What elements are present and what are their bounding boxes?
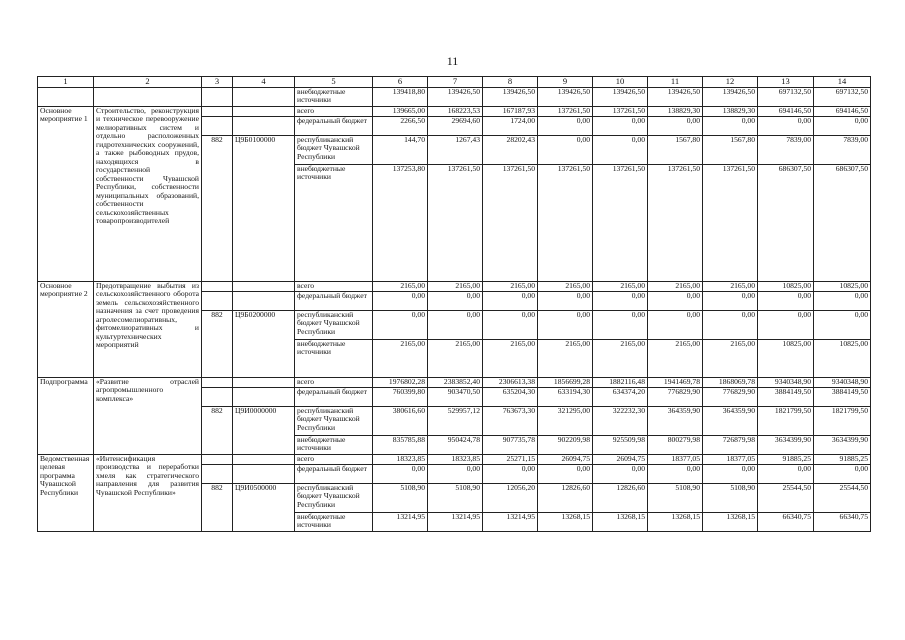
value-cell: 168223,53	[428, 106, 483, 116]
value-cell: 5108,90	[703, 483, 758, 512]
table-row	[38, 454, 871, 464]
value-cell: 0,00	[538, 310, 593, 339]
value-cell: 7839,00	[814, 135, 871, 164]
value-cell: 1941469,78	[648, 377, 703, 387]
target-article-code: Ц9И0000000	[233, 406, 295, 454]
value-cell: 2306613,38	[483, 377, 538, 387]
value-cell: 322232,30	[593, 406, 648, 435]
funding-source: внебюджетные источники	[295, 339, 373, 377]
value-cell: 0,00	[373, 291, 428, 310]
funding-source: республиканский бюджет Чувашской Республики	[295, 135, 373, 164]
value-cell: 686307,50	[814, 164, 871, 281]
value-cell: 907735,78	[483, 435, 538, 454]
value-cell: 18323,85	[373, 454, 428, 464]
value-cell: 0,00	[373, 464, 428, 483]
value-cell: 18377,05	[648, 454, 703, 464]
value-cell: 26094,75	[593, 454, 648, 464]
value-cell: 1856699,28	[538, 377, 593, 387]
value-cell: 91885,25	[758, 454, 814, 464]
value-cell: 137261,50	[703, 164, 758, 281]
value-cell: 2165,00	[483, 339, 538, 377]
funding-source: республиканский бюджет Чувашской Республики	[295, 310, 373, 339]
target-article-code: Ц9И0500000	[233, 483, 295, 531]
value-cell: 925509,98	[593, 435, 648, 454]
column-header-3: 3	[202, 77, 233, 88]
value-cell: 697132,50	[758, 87, 814, 106]
value-cell: 137261,50	[428, 164, 483, 281]
grbs-code: 882	[202, 406, 233, 454]
empty-cell	[202, 116, 233, 135]
empty-cell	[202, 377, 233, 387]
value-cell: 5108,90	[373, 483, 428, 512]
value-cell: 0,00	[428, 464, 483, 483]
value-cell: 0,00	[703, 116, 758, 135]
funding-source: федеральный бюджет	[295, 116, 373, 135]
funding-source: республиканский бюджет Чувашской Республики	[295, 483, 373, 512]
value-cell: 0,00	[648, 291, 703, 310]
value-cell: 139426,50	[428, 87, 483, 106]
empty-cell	[202, 87, 233, 106]
value-cell: 9340348,90	[758, 377, 814, 387]
empty-cell	[202, 281, 233, 291]
value-cell: 0,00	[483, 310, 538, 339]
funding-source: всего	[295, 281, 373, 291]
value-cell: 3634399,90	[814, 435, 871, 454]
value-cell: 529957,12	[428, 406, 483, 435]
value-cell: 950424,78	[428, 435, 483, 454]
funding-source: федеральный бюджет	[295, 464, 373, 483]
value-cell: 0,00	[428, 310, 483, 339]
column-header-14: 14	[814, 77, 871, 88]
value-cell: 1724,00	[483, 116, 538, 135]
value-cell: 91885,25	[814, 454, 871, 464]
funding-source: всего	[295, 377, 373, 387]
value-cell: 0,00	[648, 464, 703, 483]
funding-source: федеральный бюджет	[295, 291, 373, 310]
value-cell: 137261,50	[593, 164, 648, 281]
value-cell: 139426,50	[538, 87, 593, 106]
funding-source: республиканский бюджет Чувашской Республики	[295, 406, 373, 435]
column-header-12: 12	[703, 77, 758, 88]
item-type: Ведомственная целевая программа Чувашской Республики	[38, 454, 94, 531]
empty-cell	[202, 454, 233, 464]
funding-source: всего	[295, 106, 373, 116]
value-cell: 776829,90	[648, 387, 703, 406]
column-header-4: 4	[233, 77, 295, 88]
value-cell: 137253,80	[373, 164, 428, 281]
value-cell: 2165,00	[428, 339, 483, 377]
item-description: «Развитие отраслей агропромышленного комплекса»	[94, 377, 202, 454]
value-cell: 1567,80	[648, 135, 703, 164]
column-header-1: 1	[38, 77, 94, 88]
value-cell: 137261,50	[648, 164, 703, 281]
column-header-2: 2	[94, 77, 202, 88]
value-cell: 2165,00	[373, 339, 428, 377]
value-cell: 0,00	[538, 135, 593, 164]
funding-source: внебюджетные источники	[295, 87, 373, 106]
value-cell: 726879,98	[703, 435, 758, 454]
page-number: 11	[446, 54, 459, 68]
column-header-11: 11	[648, 77, 703, 88]
target-article-code: Ц9Б0200000	[233, 310, 295, 377]
value-cell: 0,00	[538, 116, 593, 135]
value-cell: 0,00	[593, 310, 648, 339]
value-cell: 2165,00	[593, 339, 648, 377]
value-cell: 18323,85	[428, 454, 483, 464]
value-cell: 0,00	[593, 464, 648, 483]
value-cell: 2165,00	[703, 281, 758, 291]
value-cell: 25544,50	[758, 483, 814, 512]
budget-table	[37, 76, 871, 532]
value-cell: 1868069,78	[703, 377, 758, 387]
funding-source: внебюджетные источники	[295, 164, 373, 281]
value-cell: 1821799,50	[814, 406, 871, 435]
value-cell: 138829,30	[648, 106, 703, 116]
value-cell: 2165,00	[538, 281, 593, 291]
empty-cell	[233, 106, 295, 116]
value-cell: 13268,15	[703, 512, 758, 531]
value-cell: 694146,50	[758, 106, 814, 116]
value-cell: 10825,00	[814, 339, 871, 377]
value-cell: 1821799,50	[758, 406, 814, 435]
table-row	[38, 377, 871, 387]
value-cell: 2165,00	[483, 281, 538, 291]
value-cell: 364359,90	[703, 406, 758, 435]
value-cell: 137261,50	[538, 164, 593, 281]
value-cell: 364359,90	[648, 406, 703, 435]
value-cell: 2165,00	[538, 339, 593, 377]
empty-cell	[233, 291, 295, 310]
value-cell: 0,00	[593, 291, 648, 310]
value-cell: 903470,50	[428, 387, 483, 406]
column-header-8: 8	[483, 77, 538, 88]
value-cell: 13214,95	[428, 512, 483, 531]
empty-cell	[202, 106, 233, 116]
empty-cell	[202, 387, 233, 406]
empty-cell	[94, 87, 202, 106]
value-cell: 0,00	[703, 464, 758, 483]
funding-source: внебюджетные источники	[295, 435, 373, 454]
value-cell: 139418,80	[373, 87, 428, 106]
item-type: Основное мероприятие 2	[38, 281, 94, 377]
item-description: Строительство, реконструкция и техническое перевооружение мелиоративных систем и отдельно расположенных гидротехнических сооружений, а также рыбоводных прудов, находящихся в государственной собственности Чувашской Республики, собственности муниципальных образований, собственности сельскохозяйственных товаропроизводителей	[94, 106, 202, 281]
value-cell: 835785,88	[373, 435, 428, 454]
value-cell: 0,00	[648, 310, 703, 339]
value-cell: 697132,50	[814, 87, 871, 106]
funding-source: внебюджетные источники	[295, 512, 373, 531]
value-cell: 25544,50	[814, 483, 871, 512]
value-cell: 138829,30	[703, 106, 758, 116]
value-cell: 902209,98	[538, 435, 593, 454]
value-cell: 0,00	[703, 310, 758, 339]
value-cell: 137261,50	[593, 106, 648, 116]
empty-cell	[202, 291, 233, 310]
empty-cell	[233, 281, 295, 291]
value-cell: 0,00	[814, 291, 871, 310]
value-cell: 13214,95	[483, 512, 538, 531]
item-type: Основное мероприятие 1	[38, 106, 94, 281]
value-cell: 13268,15	[593, 512, 648, 531]
value-cell: 10825,00	[814, 281, 871, 291]
value-cell: 13214,95	[373, 512, 428, 531]
header-row	[38, 77, 871, 88]
empty-cell	[233, 377, 295, 387]
value-cell: 139426,50	[593, 87, 648, 106]
value-cell: 633194,30	[538, 387, 593, 406]
value-cell: 10825,00	[758, 339, 814, 377]
value-cell: 10825,00	[758, 281, 814, 291]
table-row	[38, 87, 871, 106]
value-cell: 0,00	[758, 310, 814, 339]
value-cell: 380616,60	[373, 406, 428, 435]
value-cell: 66340,75	[758, 512, 814, 531]
value-cell: 3634399,90	[758, 435, 814, 454]
value-cell: 776829,90	[703, 387, 758, 406]
value-cell: 0,00	[814, 310, 871, 339]
grbs-code: 882	[202, 135, 233, 281]
item-description: «Интенсификация производства и переработки хмеля как стратегического направления для развития Чувашской Республики»	[94, 454, 202, 531]
target-article-code: Ц9Б0100000	[233, 135, 295, 281]
value-cell: 0,00	[483, 291, 538, 310]
value-cell: 760399,80	[373, 387, 428, 406]
empty-cell	[202, 464, 233, 483]
funding-source: федеральный бюджет	[295, 387, 373, 406]
value-cell: 0,00	[758, 291, 814, 310]
empty-cell	[233, 116, 295, 135]
value-cell: 0,00	[814, 464, 871, 483]
item-description: Предотвращение выбытия из сельскохозяйственного оборота земель сельскохозяйственного назначения за счет проведения агролесомелиоративных, фитомелиоративных и культуртехнических мероприятий	[94, 281, 202, 377]
column-header-13: 13	[758, 77, 814, 88]
value-cell: 5108,90	[648, 483, 703, 512]
value-cell: 686307,50	[758, 164, 814, 281]
grbs-code: 882	[202, 483, 233, 531]
value-cell: 144,70	[373, 135, 428, 164]
grbs-code: 882	[202, 310, 233, 377]
empty-cell	[233, 387, 295, 406]
value-cell: 167187,93	[483, 106, 538, 116]
value-cell: 0,00	[648, 116, 703, 135]
value-cell: 139426,50	[483, 87, 538, 106]
value-cell: 1267,43	[428, 135, 483, 164]
empty-cell	[233, 464, 295, 483]
column-header-10: 10	[593, 77, 648, 88]
value-cell: 2165,00	[648, 281, 703, 291]
value-cell: 139665,00	[373, 106, 428, 116]
value-cell: 2165,00	[703, 339, 758, 377]
value-cell: 2165,00	[648, 339, 703, 377]
value-cell: 66340,75	[814, 512, 871, 531]
value-cell: 0,00	[483, 464, 538, 483]
value-cell: 763673,30	[483, 406, 538, 435]
value-cell: 139426,50	[703, 87, 758, 106]
empty-cell	[38, 87, 94, 106]
value-cell: 28202,43	[483, 135, 538, 164]
value-cell: 12056,20	[483, 483, 538, 512]
value-cell: 13268,15	[648, 512, 703, 531]
value-cell: 694146,50	[814, 106, 871, 116]
value-cell: 26094,75	[538, 454, 593, 464]
value-cell: 800279,98	[648, 435, 703, 454]
value-cell: 12826,60	[593, 483, 648, 512]
value-cell: 1882116,48	[593, 377, 648, 387]
funding-source: всего	[295, 454, 373, 464]
value-cell: 13268,15	[538, 512, 593, 531]
value-cell: 25271,15	[483, 454, 538, 464]
value-cell: 0,00	[758, 116, 814, 135]
column-header-7: 7	[428, 77, 483, 88]
column-header-6: 6	[373, 77, 428, 88]
value-cell: 2165,00	[428, 281, 483, 291]
value-cell: 137261,50	[483, 164, 538, 281]
value-cell: 0,00	[428, 291, 483, 310]
value-cell: 5108,90	[428, 483, 483, 512]
value-cell: 2383852,40	[428, 377, 483, 387]
value-cell: 3884149,50	[758, 387, 814, 406]
value-cell: 1976802,28	[373, 377, 428, 387]
value-cell: 1567,80	[703, 135, 758, 164]
value-cell: 0,00	[373, 310, 428, 339]
value-cell: 0,00	[758, 464, 814, 483]
value-cell: 0,00	[814, 116, 871, 135]
empty-cell	[233, 454, 295, 464]
value-cell: 2266,50	[373, 116, 428, 135]
value-cell: 321295,00	[538, 406, 593, 435]
value-cell: 634374,20	[593, 387, 648, 406]
column-header-5: 5	[295, 77, 373, 88]
value-cell: 0,00	[703, 291, 758, 310]
item-type: Подпрограмма	[38, 377, 94, 454]
value-cell: 29694,60	[428, 116, 483, 135]
value-cell: 0,00	[593, 116, 648, 135]
empty-cell	[233, 87, 295, 106]
value-cell: 9340348,90	[814, 377, 871, 387]
value-cell: 0,00	[593, 135, 648, 164]
table-row	[38, 281, 871, 291]
table-row	[38, 106, 871, 116]
value-cell: 635204,30	[483, 387, 538, 406]
value-cell: 7839,00	[758, 135, 814, 164]
value-cell: 3884149,50	[814, 387, 871, 406]
value-cell: 137261,50	[538, 106, 593, 116]
value-cell: 0,00	[538, 464, 593, 483]
value-cell: 18377,05	[703, 454, 758, 464]
value-cell: 12826,60	[538, 483, 593, 512]
value-cell: 0,00	[538, 291, 593, 310]
value-cell: 139426,50	[648, 87, 703, 106]
value-cell: 2165,00	[593, 281, 648, 291]
column-header-9: 9	[538, 77, 593, 88]
value-cell: 2165,00	[373, 281, 428, 291]
